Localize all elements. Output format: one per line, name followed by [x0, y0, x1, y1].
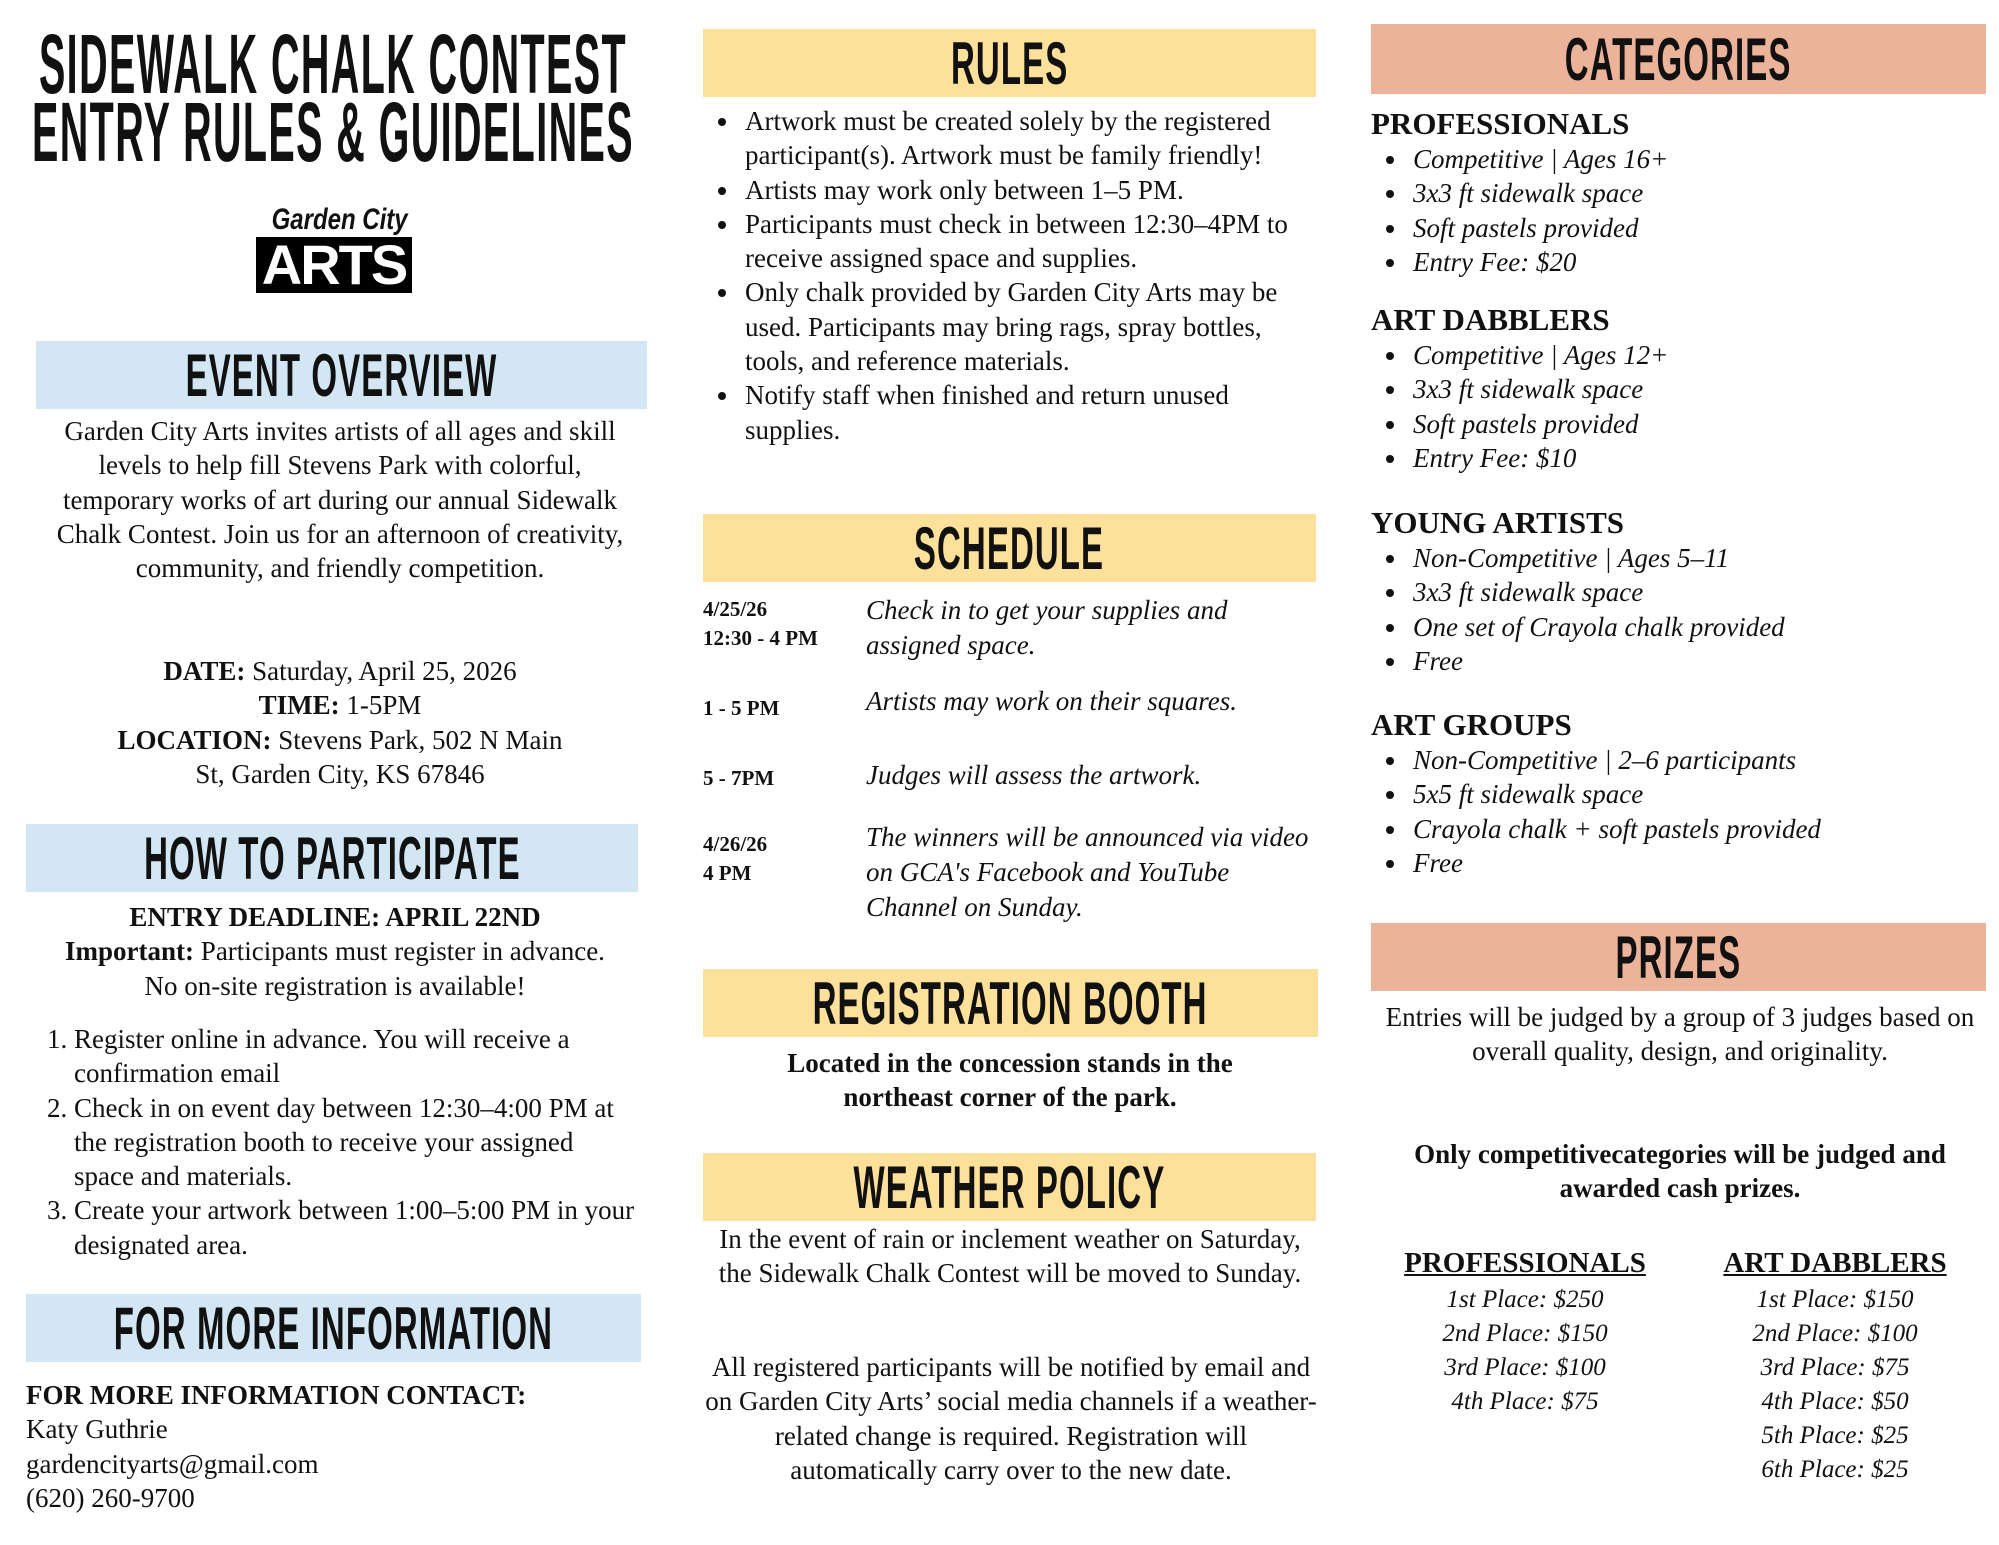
- rules-header: [703, 29, 1316, 97]
- rule-item: • Artists may work only between 1–5 PM.: [741, 173, 1323, 207]
- rule-item: • Only chalk provided by Garden City Arts may be used. Participants may bring rags, spray bottles, tools, and reference materials.: [741, 275, 1323, 378]
- more-info-header: [26, 1294, 641, 1362]
- location-value: Stevens Park, 502 N Main St, Garden City, KS 67846: [195, 724, 563, 789]
- category-item: • 5x5 ft sidewalk space: [1409, 777, 1991, 811]
- category-name: ART DABBLERS: [1371, 302, 1610, 337]
- prize-item: 3rd Place: $75: [1760, 1354, 1910, 1381]
- participation-steps: [26, 1022, 638, 1262]
- rule-item: • Artwork must be created solely by the registered participant(s). Artwork must be family friendly!: [741, 104, 1323, 173]
- schedule-time: 4/26/26 4 PM: [703, 832, 768, 885]
- title-line-2: ENTRY RULES & GUIDELINES: [32, 85, 634, 179]
- category-item: • 3x3 ft sidewalk space: [1409, 176, 1991, 210]
- category-item: • One set of Crayola chalk provided: [1409, 610, 1991, 644]
- how-to-heading: HOW TO PARTICIPATE: [143, 824, 521, 892]
- categories-header: [1371, 24, 1986, 94]
- schedule-desc: Artists may work on their squares.: [866, 686, 1237, 716]
- prize-item: 4th Place: $75: [1451, 1388, 1599, 1415]
- prize-item: 2nd Place: $150: [1442, 1320, 1608, 1347]
- schedule-time: 5 - 7PM: [703, 766, 775, 790]
- weather-policy-header: [703, 1153, 1316, 1221]
- schedule-header: [703, 514, 1316, 582]
- event-overview-heading: EVENT OVERVIEW: [185, 341, 498, 409]
- logo-script: Garden City: [271, 203, 408, 236]
- category-name: ART GROUPS: [1371, 707, 1572, 742]
- prizes-text: Entries will be judged by a group of 3 judges based on overall quality, design, and originality.: [1385, 1002, 1975, 1067]
- rules-list: [703, 104, 1323, 447]
- prizes-note: Only competitivecategories will be judged and awarded cash prizes.: [1414, 1139, 1946, 1204]
- time-value: 1-5PM: [346, 690, 422, 721]
- contact-label: FOR MORE INFORMATION CONTACT:: [26, 1380, 527, 1410]
- prize-column-heading: PROFESSIONALS: [1404, 1247, 1646, 1279]
- prize-item: 3rd Place: $100: [1444, 1354, 1606, 1381]
- entry-info: [30, 900, 640, 1003]
- schedule-desc: The winners will be announced via video on GCA's Facebook and YouTube Channel on Sunday.: [866, 822, 1309, 922]
- contact-phone: (620) 260-9700: [26, 1482, 195, 1513]
- page-title: [0, 17, 667, 179]
- registration-booth-header: [703, 969, 1318, 1037]
- prize-column-heading: ART DABBLERS: [1723, 1247, 1947, 1279]
- step: 1. Register online in advance. You will receive a confirmation email: [74, 1022, 638, 1091]
- schedule-time: 4/25/26 12:30 - 4 PM: [703, 597, 818, 650]
- category-young-artists: [1371, 505, 1991, 678]
- event-details: [40, 654, 640, 791]
- category-professionals: [1371, 106, 1991, 279]
- prize-item: 1st Place: $150: [1756, 1286, 1914, 1313]
- more-info-heading: FOR MORE INFORMATION: [113, 1294, 554, 1362]
- category-art-groups: [1371, 707, 1991, 880]
- category-item: • Non-Competitive | Ages 5–11: [1409, 541, 1991, 575]
- category-item: • 3x3 ft sidewalk space: [1409, 372, 1991, 406]
- schedule-desc: Judges will assess the artwork.: [866, 760, 1202, 790]
- category-item: • Free: [1409, 846, 1991, 880]
- rule-item: • Notify staff when finished and return unused supplies.: [741, 378, 1323, 447]
- prizes-professionals: [1380, 1243, 1670, 1419]
- prize-item: 4th Place: $50: [1761, 1388, 1909, 1415]
- category-item: • Competitive | Ages 12+: [1409, 338, 1991, 372]
- rules-heading: RULES: [950, 29, 1069, 97]
- category-item: • 3x3 ft sidewalk space: [1409, 575, 1991, 609]
- contact-name: Katy Guthrie: [26, 1414, 168, 1445]
- category-item: • Soft pastels provided: [1409, 407, 1991, 441]
- category-item: • Entry Fee: $10: [1409, 441, 1991, 475]
- weather-text-2: All registered participants will be notified by email and on Garden City Arts’ social media channels if a weather-related change is required. Registration will automatically carry over to the new date.: [705, 1352, 1317, 1485]
- category-item: • Soft pastels provided: [1409, 211, 1991, 245]
- category-item: • Entry Fee: $20: [1409, 245, 1991, 279]
- prize-item: 1st Place: $250: [1446, 1286, 1604, 1313]
- step: 3. Create your artwork between 1:00–5:00 PM in your designated area.: [74, 1193, 638, 1262]
- rule-item: • Participants must check in between 12:30–4PM to receive assigned space and supplies.: [741, 207, 1323, 276]
- contact-info: [26, 1378, 641, 1515]
- important-text: Participants must register in advance. No on-site registration is available!: [144, 936, 605, 1001]
- category-item: • Crayola chalk + soft pastels provided: [1409, 812, 1991, 846]
- prizes-heading: PRIZES: [1615, 923, 1742, 991]
- prizes-art-dabblers: [1690, 1243, 1980, 1487]
- schedule-heading: SCHEDULE: [914, 514, 1105, 582]
- garden-city-arts-logo: [256, 203, 412, 295]
- registration-text: Located in the concession stands in the northeast corner of the park.: [787, 1048, 1233, 1113]
- category-item: • Free: [1409, 644, 1991, 678]
- prizes-header: [1371, 923, 1986, 991]
- prize-item: 5th Place: $25: [1761, 1422, 1909, 1449]
- entry-deadline: ENTRY DEADLINE: APRIL 22ND: [129, 902, 541, 932]
- category-item: • Non-Competitive | 2–6 participants: [1409, 743, 1991, 777]
- location-label: LOCATION:: [117, 724, 272, 755]
- date-label: DATE:: [163, 656, 246, 686]
- registration-heading: REGISTRATION BOOTH: [812, 969, 1209, 1037]
- event-overview-text: Garden City Arts invites artists of all ages and skill levels to help fill Stevens Park with colorful, temporary works of art during our annual Sidewalk Chalk Contest. Join us for an afternoon of creativity, community, and friendly competition.: [56, 416, 624, 584]
- weather-heading: WEATHER POLICY: [853, 1153, 1166, 1221]
- prize-item: 2nd Place: $100: [1752, 1320, 1918, 1347]
- category-name: YOUNG ARTISTS: [1371, 505, 1625, 540]
- event-overview-header: [36, 341, 647, 409]
- title-line-1: SIDEWALK CHALK CONTEST: [38, 17, 628, 111]
- category-name: PROFESSIONALS: [1371, 106, 1630, 141]
- step: 2. Check in on event day between 12:30–4:00 PM at the registration booth to receive your assigned space and materials.: [74, 1091, 638, 1194]
- schedule-time: 1 - 5 PM: [703, 696, 780, 720]
- how-to-participate-header: [26, 824, 638, 892]
- date-value: Saturday, April 25, 2026: [252, 656, 517, 686]
- categories-heading: CATEGORIES: [1565, 25, 1792, 93]
- prize-item: 6th Place: $25: [1761, 1456, 1909, 1483]
- category-item: • Competitive | Ages 16+: [1409, 142, 1991, 176]
- logo-block: ARTS: [256, 237, 412, 293]
- time-label: TIME:: [258, 690, 340, 721]
- contact-email: gardencityarts@gmail.com: [26, 1448, 319, 1479]
- category-art-dabblers: [1371, 302, 1991, 475]
- schedule-desc: Check in to get your supplies and assigned space.: [866, 595, 1228, 660]
- important-label: Important:: [65, 936, 195, 967]
- weather-text-1: In the event of rain or inclement weather on Saturday, the Sidewalk Chalk Contest will be moved to Sunday.: [718, 1224, 1302, 1289]
